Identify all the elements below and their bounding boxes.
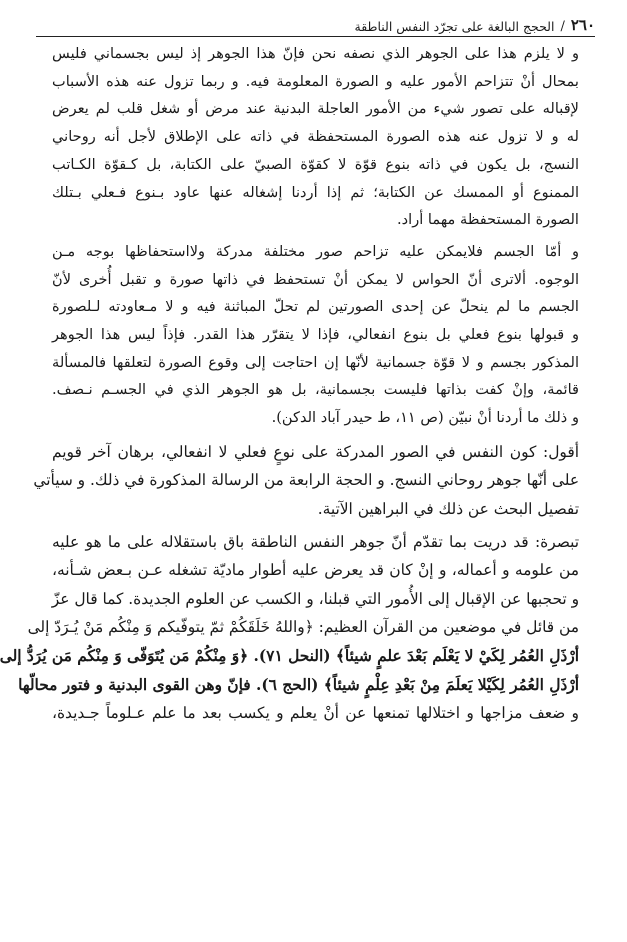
running-title: الحجج البالغة على تجرّد النفس الناطقة <box>354 19 555 34</box>
quran-line: أرْذَلِ العُمُر لِكَيْ لا يَعْلَم بَعْدَ علمٍ شيئاً﴾ (النحل ٧١). ﴿وَ مِنْكُمْ مَن يُتَوَفّى وَ مِنْكُم مَن يُرَدُّ إلى <box>0 647 579 665</box>
paragraph-tabsira <box>0 528 579 728</box>
text-line: النسج، بل يكون في ذاته بنوع قوّة لا كقوّة الصبيّ على الكتابة، بل كـقوّة الكـاتب <box>52 155 579 173</box>
text-line: تبصرة: قد دريت بما تقدّم أنّ جوهر النفس الناطقة باق باستقلاله على ما هو عليه <box>52 532 579 551</box>
text-line: و قبولها بنوع فعلي بل بنوع انفعالي، فإذا لا يتقرّر هذا القدر. فإذاً ليس هذا الجوهر <box>52 326 579 344</box>
text-line: بمحال أنْ تتزاحم الأمور عليه و الصورة المعلومة فيه. و ربما تزول عنه هذه الأسباب <box>52 72 579 90</box>
quoted-passage-2 <box>52 238 579 432</box>
text-line: من علومه و أعماله، و إنْ كان قد يعرض عليه أطوار ماديّة تشغله عـن بـعض شـأنه، <box>52 561 579 580</box>
text-line: و تحجبها عن الإقبال إلى الأُمور التي قبلنا، و الكسب عن العلوم الجديدة. كما قال عزّ <box>51 589 579 608</box>
quoted-passage-1 <box>52 40 579 234</box>
text-line: تفصيل البحث عن ذلك في البراهين الآتية. <box>317 500 579 519</box>
header-separator: / <box>560 19 565 34</box>
text-line: المذكور بجسم و لا قوّة جسمانية لأنّها إن احتاجت إلى وقوع الصورة لتعلقها فالمسألة <box>52 353 579 371</box>
quran-line: أرْذَلِ العُمُر لِكَيْلا يَعلَمَ مِنْ بَعْدِ عِلْمٍ شيئاً﴾ (الحج ٦). فإنّ وهن القوى البدنية و فتور محالّها <box>18 675 579 694</box>
text-line: و لا يلزم هذا على الجوهر الذي نصفه نحن فإنّ هذا الجوهر إذ ليس بجسماني فليس <box>52 45 579 62</box>
text-line: و ذلك ما أردنا أنْ نبيّن (ص ١١، ط حيدر آباد الدكن). <box>271 409 579 427</box>
page-number: ٢٦٠ <box>570 16 595 34</box>
text-line: أقول: كون النفس في الصور المدركة على نوعٍ فعلي لا انفعالي، برهان آخر قويم <box>52 442 579 461</box>
paragraph-aqul <box>33 438 579 524</box>
text-line: الصورة المستحفظة مهما أراد. <box>397 211 579 229</box>
text-line: و ضعف مزاجها و اختلالها تمنعها عن أنْ يعلم و يكسب بعد ما علم عـلوماً جـديدة، <box>52 704 579 723</box>
text-line: و أمّا الجسم فلايمكن عليه تزاحم صور مختلفة مدركة ولااستحفاظها بوجه مـن <box>52 242 579 260</box>
text-line: على أنّها جوهر روحاني النسج. و الحجة الرابعة من الرسالة المذكورة في ذلك. و سيأتي <box>33 471 579 490</box>
text-line: قائمة، وإنْ كفت بذاتها فليست بجسمانية، بل هو الجوهر الذي في الجسـم نـصف. <box>52 381 579 399</box>
page-body <box>0 40 579 728</box>
text-line: الجسم ما لم ينحلّ عن إحدى الصورتين لم تحلّ المباثنة فيه و لا مـعاودته لـلصورة <box>52 298 579 316</box>
text-line: الوجوه. ألاترى أنّ الحواس لا يمكن أنْ تستحفظ في ذاتها صورة و تقبل أُخرى لأنّ <box>52 270 579 288</box>
text-line: الممنوع أو الممسك عن الكتابة؛ ثم إذا أردنا إشغاله عنها عاود بـنوع فـعلي بـتلك <box>52 183 579 201</box>
text-line: من قائل في موضعين من القرآن العظيم: ﴿واللهُ خَلَقَكُمْ ثمّ يتوفّيكم وَ مِنْكُم مَنْ يُـرَدّ إلى <box>27 618 579 637</box>
running-header <box>36 12 595 37</box>
text-line: لإقباله على تصور شيء من الأمور العاجلة البدنية عند مرض أو شغل قلب لم يعرض <box>52 100 579 118</box>
text-line: له و لا تزول عنه هذه الصورة المستحفظة في ذاته على الإطلاق لأجل أنه روحاني <box>52 128 579 146</box>
